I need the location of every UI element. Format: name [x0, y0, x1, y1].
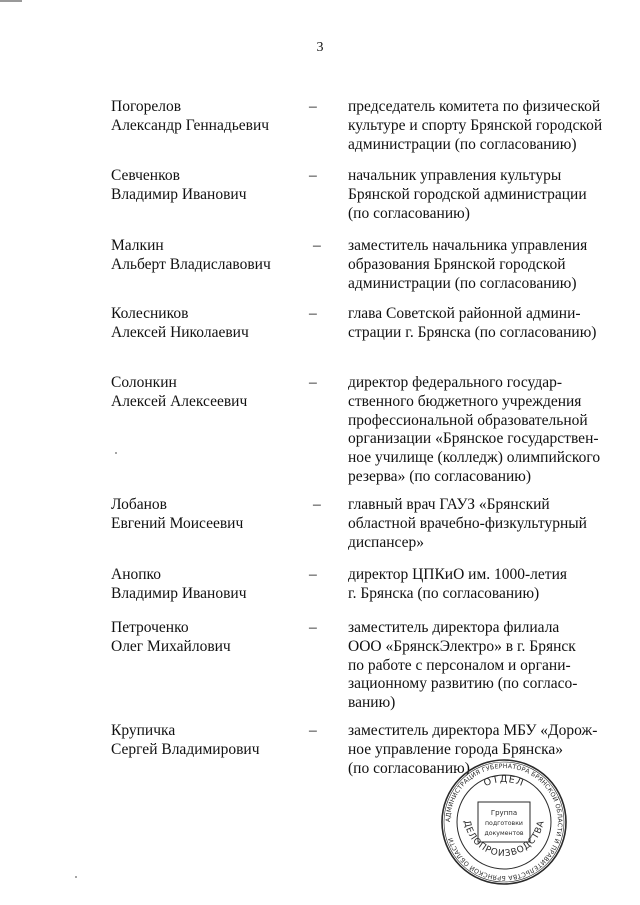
member-name [111, 98, 311, 136]
member-surname: Севченков [111, 167, 180, 184]
role-line: областной врачебно-физкультурный [348, 514, 587, 532]
member-surname: Петроченко [111, 619, 189, 636]
role-line: ное управление города Брянска» [348, 740, 564, 758]
role-line: (по согласованию) [348, 759, 470, 777]
role-line: глава Советской районной админи- [348, 305, 581, 322]
seal-outer-text: АДМИНИСТРАЦИЯ ГУБЕРНАТОРА БРЯНСКОЙ ОБЛАСТИ И ПРАВИТЕЛЬСТВА БРЯНСКОЙ ОБЛАСТИ [444, 762, 564, 882]
svg-text:ОТДЕЛ [482, 774, 525, 789]
member-surname: Погорелов [111, 98, 182, 115]
role-line: образования Брянской городской [348, 255, 566, 273]
member-given-name: Владимир Иванович [111, 185, 247, 203]
seal-center-line: Группа [490, 809, 518, 817]
role-line: культуре и спорту Брянской городской [348, 116, 603, 134]
member-name [111, 619, 311, 657]
role-line: главный врач ГАУЗ «Брянский [348, 496, 550, 513]
member-given-name: Сергей Владимирович [111, 740, 260, 758]
member-given-name: Владимир Иванович [111, 584, 247, 602]
scan-speck [75, 876, 77, 878]
member-name [111, 305, 311, 343]
member-given-name: Алексей Николаевич [111, 323, 249, 341]
role-line: (по согласованию) [348, 204, 470, 222]
separator-dash: – [313, 496, 321, 513]
role-line: директор ЦПКиО им. 1000-летия [348, 566, 567, 583]
page-number: 3 [316, 40, 324, 55]
seal-top-text: ОТДЕЛ [482, 773, 526, 790]
separator-dash: – [309, 98, 317, 115]
role-line: администрации (по согласованию) [348, 135, 577, 153]
member-name [111, 374, 311, 412]
department-seal [440, 758, 568, 886]
seal-center-line: подготовки [485, 820, 523, 827]
role-line: профессиональной образовательной [348, 411, 588, 429]
member-surname: Малкин [111, 237, 164, 254]
seal-center-line: документов [484, 830, 524, 837]
member-surname: Лобанов [111, 496, 168, 513]
member-surname: Анопко [111, 566, 162, 583]
role-line: организации «Брянское государствен- [348, 430, 599, 448]
separator-dash: – [309, 305, 317, 322]
member-given-name: Александр Геннадьевич [111, 116, 270, 134]
member-given-name: Альберт Владиславович [111, 255, 271, 273]
member-role [348, 305, 608, 343]
seal-bottom-text: ДЕЛОПРОИЗВОДСТВА [461, 819, 547, 860]
separator-dash: – [309, 167, 317, 184]
member-role [348, 374, 608, 487]
role-line: Брянской городской администрации [348, 185, 587, 203]
role-line: заместитель начальника управления [348, 237, 588, 254]
member-role [348, 619, 608, 713]
role-line: администрации (по согласованию) [348, 274, 577, 292]
role-line: г. Брянска (по согласованию) [348, 584, 540, 602]
member-role [348, 566, 608, 604]
member-name [111, 722, 311, 760]
role-line: по работе с персоналом и органи- [348, 656, 571, 674]
member-role [348, 98, 608, 154]
role-line: ванию) [348, 694, 396, 712]
member-surname: Колесников [111, 305, 189, 322]
member-role [348, 237, 608, 293]
scan-speck [115, 452, 117, 454]
separator-dash: – [309, 566, 317, 583]
role-line: резерва» (по согласованию) [348, 467, 532, 485]
role-line: председатель комитета по физической [348, 98, 601, 115]
separator-dash: – [309, 374, 317, 391]
separator-dash: – [309, 619, 317, 636]
member-name [111, 566, 311, 604]
member-name [111, 496, 311, 534]
member-name [111, 167, 311, 205]
role-line: заместитель директора МБУ «Дорож- [348, 722, 598, 739]
role-line: заместитель директора филиала [348, 619, 560, 636]
role-line: ООО «БрянскЭлектро» в г. Брянск [348, 637, 576, 655]
member-given-name: Алексей Алексеевич [111, 392, 248, 410]
member-role [348, 167, 608, 223]
member-given-name: Евгений Моисеевич [111, 514, 244, 532]
member-surname: Крупичка [111, 722, 176, 739]
separator-dash: – [313, 237, 321, 254]
role-line: страции г. Брянска (по согласованию) [348, 323, 597, 341]
role-line: ное училище (колледж) олимпийского [348, 449, 601, 467]
member-given-name: Олег Михайлович [111, 637, 231, 655]
member-role [348, 496, 608, 552]
role-line: диспансер» [348, 533, 424, 551]
member-surname: Солонкин [111, 374, 177, 391]
separator-dash: – [309, 722, 317, 739]
member-name [111, 237, 311, 275]
role-line: директор федерального государ- [348, 374, 563, 391]
role-line: зационному развитию (по согласо- [348, 675, 578, 693]
role-line: начальник управления культуры [348, 167, 562, 184]
role-line: ственного бюджетного учреждения [348, 392, 582, 410]
